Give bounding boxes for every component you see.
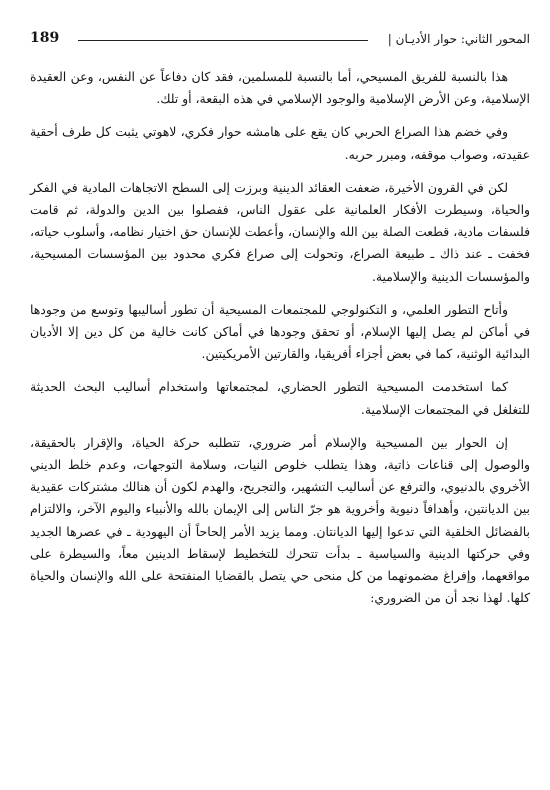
paragraph: هذا بالنسبة للفريق المسيحي، أما بالنسبة للمسلمين، فقد كان دفاعاً عن النفس، وعن العقيدة الإسلامية، وعن الأرض الإسلامية والوجود الإسلامي في هذه البقعة، أو تلك. (30, 69, 530, 107)
paragraph: وأتاح التطور العلمي، و التكنولوجي للمجتمعات المسيحية أن تطور أساليبها وتوسع من وجودها في أماكن لم يصل إليها الإسلام، أو تحقق وجودها في أماكن كانت خالية من كل دين إلا الأديان البدائية الوثنية، كما في بعض أجزاء أفريقيا، والقارتين الأمريكيتين. (30, 301, 530, 362)
paragraph: وفي خضم هذا الصراع الحربي كان يقع على هامشه حوار فكري، لاهوتي يثبت كل طرف أحقية عقيدته، وصواب موقفه، ومبرر حربه. (30, 124, 530, 162)
running-head: المحور الثاني: حوار الأديـان | (387, 32, 530, 46)
paragraph: كما استخدمت المسيحية التطور الحضاري، لمجتمعاتها واستخدام أساليب البحث الحديثة للتغلغل في المجتمعات الإسلامية. (30, 379, 530, 417)
page-header (30, 30, 530, 54)
header-rule (78, 40, 368, 41)
page-number: 189 (30, 30, 60, 46)
body-text (30, 66, 530, 620)
paragraph: إن الحوار بين المسيحية والإسلام أمر ضروري، تتطلبه حركة الحياة، والإقرار بالحقيقة، والوصول إلى قناعات ذاتية، وهذا يتطلب خلوص النيات، وسلامة التوجهات، وعدم خلط الديني الأخروي بالدنيوي، والترفع عن أساليب التشهير، والتجريح، والهدم لكون أن هنالك مشتركات عقيدية بين الديانتين، وأهدافاً دنيوية وأخروية هو جرّ الناس إلى الإيمان بالله والأنبياء واليوم الآخر، والالتزام بالفضائل الخلقية التي تدعوا إليها الديانتان. ومما يزيد الأمر إلحاحاً أن اليهودية ـ في عصرها الجديد وفي حركتها الدينية والسياسية ـ بدأت تتحرك للتخطيط لإسقاط الدينين معاً، والسيطرة على مواقعهما، وإفراغ مضمونهما من كل منحى حي يتصل بالقضايا المنفتحة على الله والإنسان والحياة كلها. لهذا نجد أن من الضروري: (30, 434, 530, 606)
paragraph: لكن في القرون الأخيرة، ضعفت العقائد الدينية وبرزت إلى السطح الاتجاهات المادية في الفكر والحياة، وسيطرت الأفكار العلمانية على عقول الناس، ففصلوا بين الدين والدولة، ثم قامت فلسفات مادية، قطعت الصلة بين الله والإنسان، وأعطت للإنسان حق اختيار نظامه، وأسلوب حياته، فخفت ـ عند ذاك ـ طبيعة الصراع، وتحولت إلى صراع فكري محدود بين المؤسسات المسيحية، والمؤسسات الدينية والإسلامية. (30, 179, 530, 284)
